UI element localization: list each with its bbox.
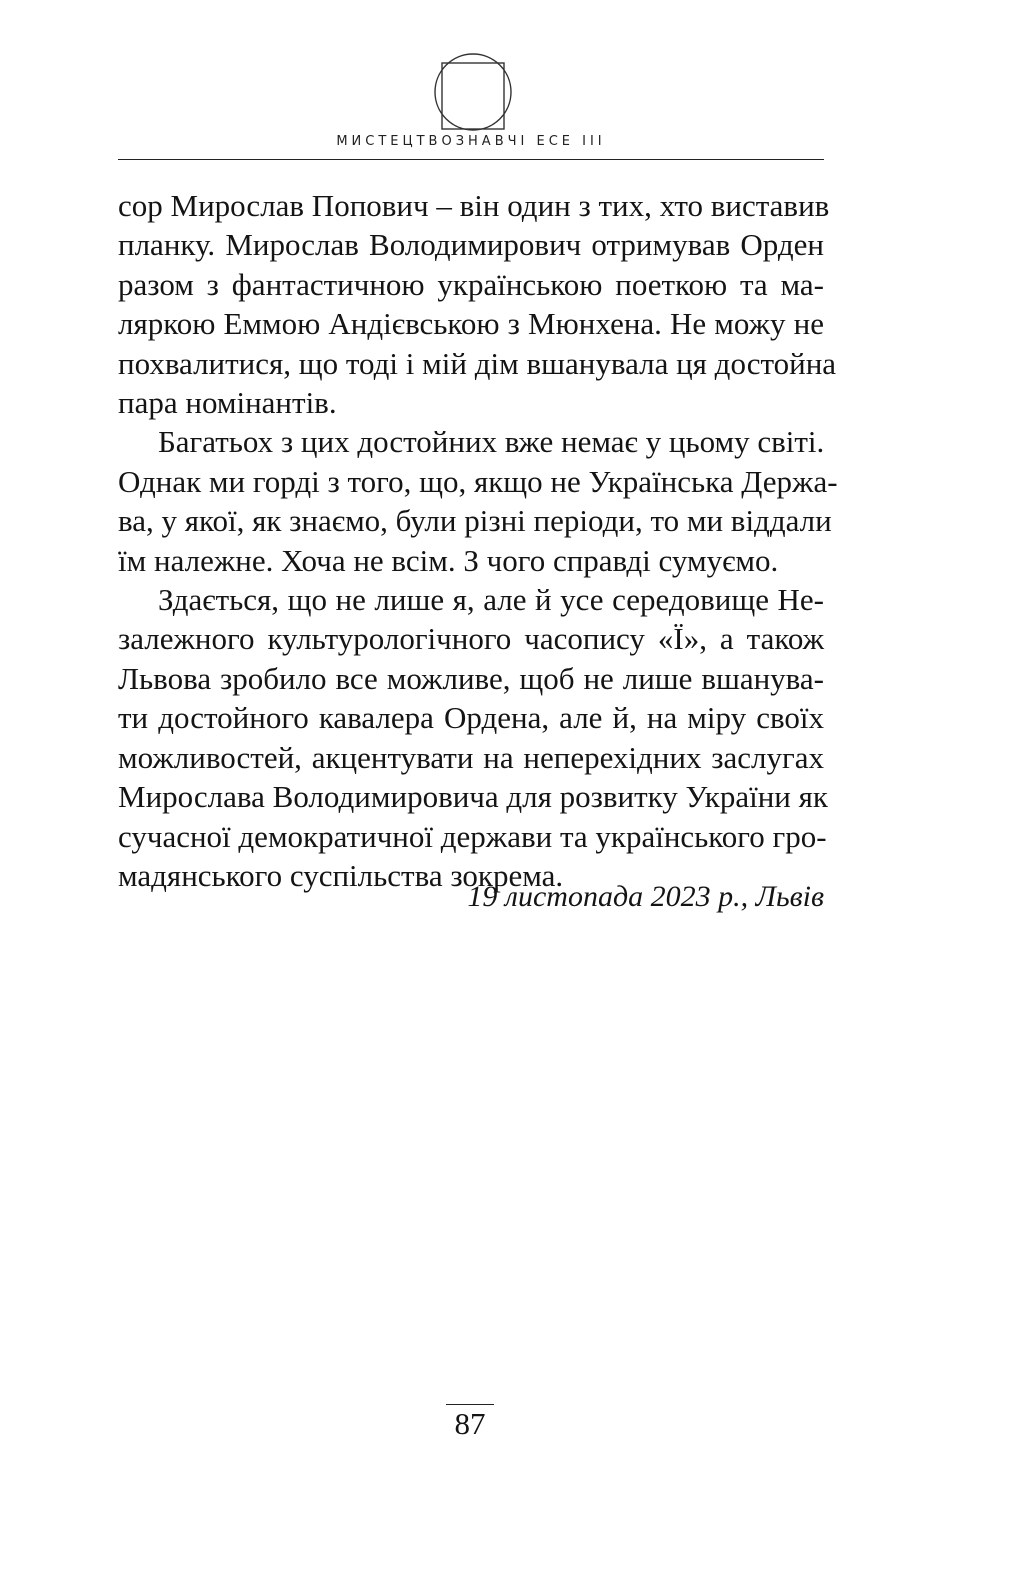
text-line: сор Мирослав Попович – він один з тих, хто виставив bbox=[118, 188, 830, 223]
text-line: планку. Мирослав Володимирович отримував Орден bbox=[118, 227, 824, 263]
paragraph-1 bbox=[118, 186, 837, 422]
text-line: Львова зробило все можливе, щоб не лише вшанува- bbox=[118, 660, 824, 696]
date-place-signature: 19 листопада 2023 р., Львів bbox=[467, 880, 824, 913]
text-line: ляркою Еммою Андієвською з Мюнхена. Не можу не bbox=[118, 306, 824, 342]
text-line: похвалитися, що тоді і мій дім вшанувала ця достойна bbox=[118, 345, 837, 381]
text-line: Мирослава Володимировича для розвитку України як bbox=[118, 779, 828, 815]
vitruvian-emblem-icon bbox=[431, 52, 515, 136]
page-footer bbox=[446, 1404, 494, 1443]
text-line: ва, у якої, як знаємо, були різні періоди, то ми віддали bbox=[118, 503, 832, 539]
text-line: можливостей, акцентувати на неперехідних заслугах bbox=[118, 739, 824, 775]
text-line: разом з фантастичною українською поеткою та ма- bbox=[118, 266, 824, 302]
paragraph-2 bbox=[118, 422, 838, 580]
text-line: Багатьох з цих достойних вже немає у цьому світі. bbox=[158, 424, 825, 460]
running-head: МИСТЕЦТВОЗНАВЧІ ЕСЕ III bbox=[336, 134, 606, 149]
text-line: Однак ми горді з того, що, якщо не Українська Держа- bbox=[118, 463, 838, 499]
header-rule bbox=[118, 159, 824, 160]
text-line: пара номінантів. bbox=[118, 385, 337, 421]
text-line: мадянського суспільства зокрема. bbox=[118, 857, 564, 893]
text-line: сучасної демократичної держави та українського гро- bbox=[118, 818, 827, 854]
text-line: залежного культурологічного часопису «Ї», а також bbox=[118, 621, 824, 657]
text-line: ти достойного кавалера Ордена, але й, на міру своїх bbox=[118, 700, 824, 736]
body-text bbox=[118, 186, 838, 895]
paragraph-3 bbox=[118, 580, 828, 895]
text-line: їм належне. Хоча не всім. З чого справді сумуємо. bbox=[118, 542, 779, 578]
page-number: 87 bbox=[454, 1406, 486, 1441]
text-line: Здається, що не лише я, але й усе середовище Не- bbox=[158, 582, 824, 618]
